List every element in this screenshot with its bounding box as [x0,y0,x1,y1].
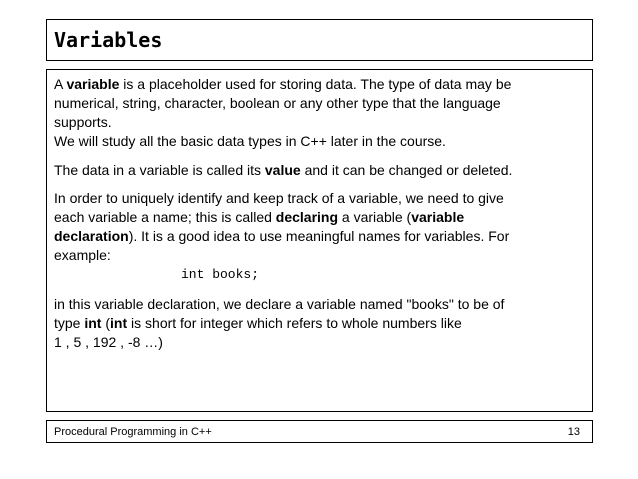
text-run: The data in a variable is called its [54,162,265,178]
bold-term-int: int [110,315,128,331]
paragraph-3-line-4: example: [54,247,111,263]
text-run: is short for integer which refers to whole numbers like [127,315,462,331]
paragraph-3-line-1: In order to uniquely identify and keep track of a variable, we need to give [54,190,504,206]
paragraph-1-line-2: numerical, string, character, boolean or any other type that the language [54,95,501,111]
slide-title: Variables [54,28,163,52]
text-run: a variable ( [338,209,412,225]
bold-term-declaration: declaration [54,228,129,244]
bold-term-int: int [84,315,102,331]
paragraph-4-line-3: 1 , 5 , 192 , -8 …) [54,334,163,350]
slide-title-box [46,19,593,61]
paragraph-3-line-3 [54,227,584,246]
text-run: each variable a name; this is called [54,209,276,225]
paragraph-spacer [54,284,584,295]
paragraph-spacer [54,151,584,161]
bold-term-variable: variable [411,209,465,225]
paragraph-4-line-2 [54,314,584,333]
bold-term-declaring: declaring [275,209,339,225]
footer-course-title: Procedural Programming in C++ [54,426,212,438]
slide-footer-box [46,420,593,443]
text-run: ). It is a good idea to use meaningful names for variables. For [128,228,510,244]
paragraph-4-line-1: in this variable declaration, we declare a variable named "books" to be of [54,296,505,312]
paragraph-3-line-2 [54,208,584,227]
text-run: and it can be changed or deleted. [300,162,513,178]
paragraph-2-line-1 [54,161,584,180]
paragraph-1-line-1 [54,75,584,94]
paragraph-1-line-4: We will study all the basic data types in C++ later in the course. [54,133,446,149]
bold-term-value: value [264,162,301,178]
text-run: type [54,315,85,331]
code-example: int books; [181,267,260,282]
slide-content [54,75,584,352]
paragraph-1-line-3: supports. [54,114,112,130]
text-run: A [54,76,67,92]
page-number: 13 [567,426,580,438]
text-run: ( [101,315,111,331]
slide-content-box [46,69,593,412]
bold-term-variable: variable [66,76,120,92]
paragraph-spacer [54,180,584,189]
text-run: is a placeholder used for storing data. The type of data may be [119,76,512,92]
